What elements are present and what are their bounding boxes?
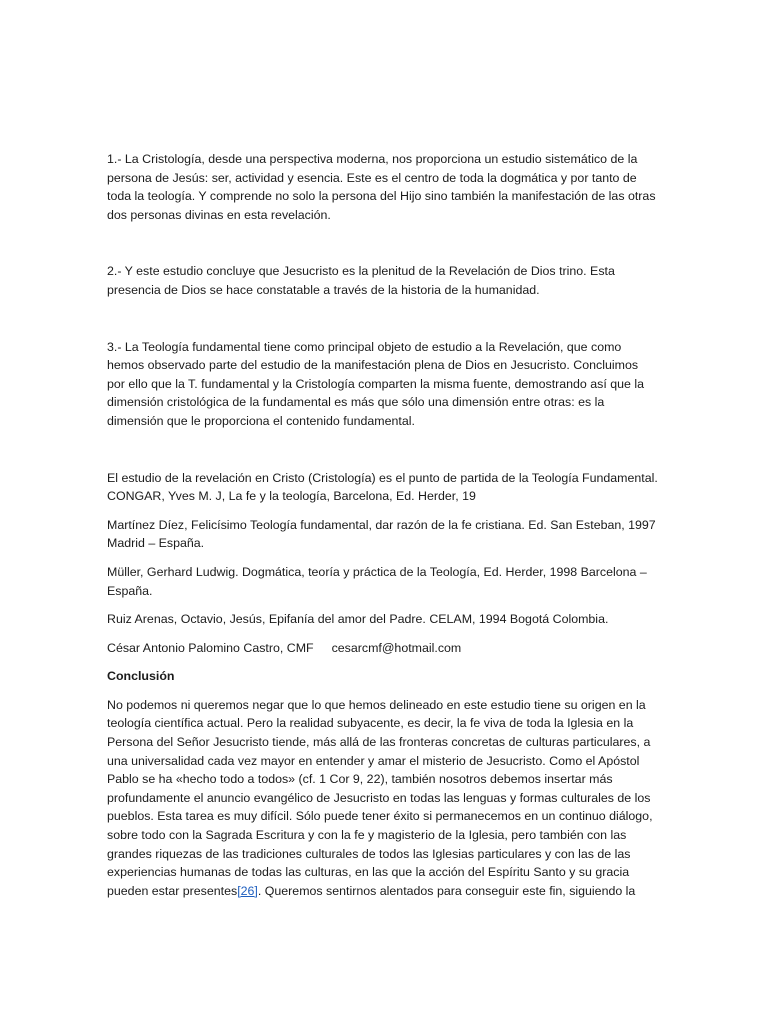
author-email: cesarcmf@hotmail.com bbox=[331, 640, 462, 655]
document-body bbox=[107, 150, 659, 900]
conclusion-text: No podemos ni queremos negar que lo que hemos delineado en este estudio tiene su origen en la teología científica actual. Pero la realidad subyacente, es decir, la fe viva de toda la Iglesia en la Persona del Señor Jesucristo tiende, más allá de las fronteras concretas de culturas particulares, a una universalidad cada vez mayor en entender y amar el misterio de Jesucristo. Como el Apóstol Pablo se ha «hecho todo a todos» (cf. 1 Cor 9, 22), también nosotros debemos insertar más profundamente el anuncio evangélico de Jesucristo en todas las lenguas y formas culturales de los pueblos. Esta tarea es muy difícil. Sólo puede tener éxito si permanecemos en un continuo diálogo, sobre todo con la Sagrada Escritura y con la fe y magisterio de la Iglesia, pero también con las grandes riquezas de las tradiciones culturales de todos las Iglesias particulares y con las de las experiencias humanas de todas las culturas, en las que la acción del Espíritu Santo y su gracia pueden estar presentes bbox=[107, 697, 653, 898]
reference-congar: El estudio de la revelación en Cristo (Cristología) es el punto de partida de la Teología Fundamental. CONGAR, Yves M. J, La fe y la teología, Barcelona, Ed. Herder, 19 bbox=[107, 470, 658, 504]
numbered-point-1: 1.- La Cristología, desde una perspectiva moderna, nos proporciona un estudio sistemático de la persona de Jesús: ser, actividad y esencia. Este es el centro de toda la dogmática y por tanto de toda la teología. Y comprende no solo la persona del Hijo sino también la manifestación de las otras dos personas divinas en esta revelación. bbox=[107, 152, 656, 222]
author-name: César Antonio Palomino Castro, CMF bbox=[107, 640, 314, 655]
conclusion-paragraph bbox=[107, 696, 659, 901]
conclusion-heading: Conclusión bbox=[107, 669, 175, 684]
reference-ruiz: Ruiz Arenas, Octavio, Jesús, Epifanía del amor del Padre. CELAM, 1994 Bogotá Colombia. bbox=[107, 612, 609, 627]
reference-martinez: Martínez Díez, Felicísimo Teología fundamental, dar razón de la fe cristiana. Ed. San Esteban, 1997 Madrid – España. bbox=[107, 517, 656, 551]
numbered-point-3: 3.- La Teología fundamental tiene como principal objeto de estudio a la Revelación, que como hemos observado parte del estudio de la manifestación plena de Dios en Jesucristo. Concluimos por ello que la T. fundamental y la Cristología comparten la misma fuente, demostrando así que la dimensión cristológica de la fundamental es más que sólo una dimensión entre otras: es la dimensión que le proporciona el contenido fundamental. bbox=[107, 339, 644, 428]
author-signature bbox=[107, 639, 659, 658]
footnote-link-26[interactable]: [26] bbox=[237, 883, 258, 898]
reference-muller: Müller, Gerhard Ludwig. Dogmática, teoría y práctica de la Teología, Ed. Herder, 1998 Barcelona – España. bbox=[107, 564, 647, 598]
conclusion-text-continued: . Queremos sentirnos alentados para conseguir este fin, siguiendo la bbox=[257, 883, 636, 898]
numbered-point-2: 2.- Y este estudio concluye que Jesucristo es la plenitud de la Revelación de Dios trino. Esta presencia de Dios se hace constatable a través de la historia de la humanidad. bbox=[107, 264, 615, 297]
